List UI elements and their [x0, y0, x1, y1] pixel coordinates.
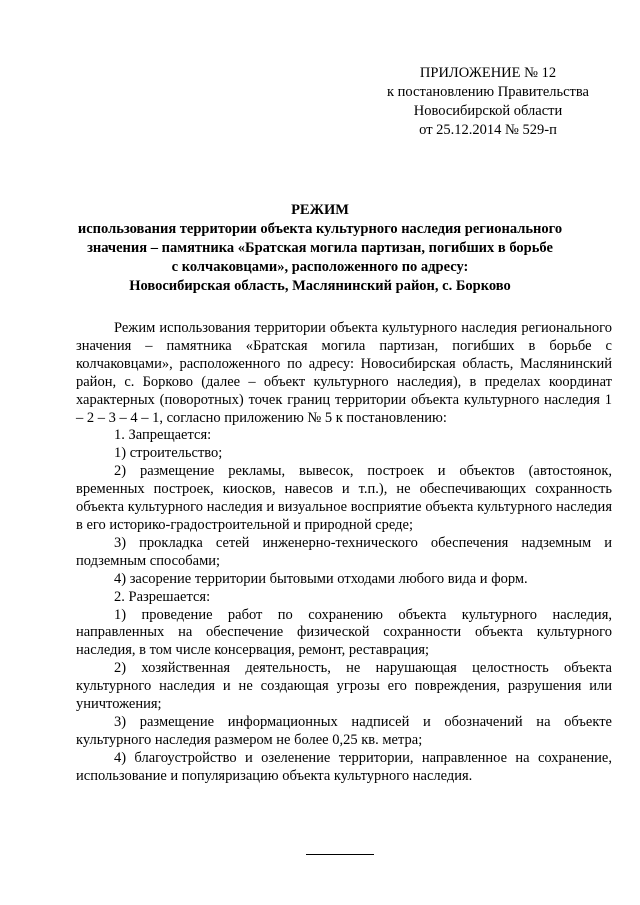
list-item: 1) строительство;	[114, 445, 223, 462]
document-title	[60, 201, 580, 296]
appendix-number: ПРИЛОЖЕНИЕ № 12	[419, 65, 557, 81]
title-line: Новосибирская область, Маслянинский район, с. Борково	[129, 278, 511, 294]
list-item: 2) хозяйственная деятельность, не нарушающая целостность объекта культурного наследия и не создающая угрозы его повреждения, разрушения или уничтожения;	[76, 660, 612, 713]
list-item: 4) засорение территории бытовыми отходами любого вида и форм.	[114, 570, 528, 587]
list-item: 4) благоустройство и озеленение территории, направленное на сохранение, использование и популяризацию объекта культурного наследия.	[76, 749, 612, 784]
list-item: 3) прокладка сетей инженерно-технического обеспечения надземным и подземным способами;	[76, 534, 612, 569]
title-line: использования территории объекта культурного наследия регионального	[77, 221, 563, 237]
appendix-ref-line: к постановлению Правительства	[387, 84, 589, 100]
document-body	[76, 320, 612, 786]
appendix-date: от 25.12.2014 № 529-п	[419, 122, 557, 138]
title-line: значения – памятника «Братская могила партизан, погибших в борьбе	[87, 240, 553, 256]
closing-divider	[306, 854, 374, 855]
intro-paragraph: Режим использования территории объекта культурного наследия регионального значения – памятника «Братская могила партизан, погибших в борьбе с колчаковцами», расположенного по адресу: Новосибирская область, Маслянинский район, с. Борково (далее – объект культурного наследия), в пределах координат характерных (поворотных) точек границ территории объекта культурного наследия 1 – 2 – 3 – 4 – 1, согласно приложению № 5 к постановлению:	[76, 320, 612, 426]
appendix-header	[372, 64, 604, 140]
section-heading: 1. Запрещается:	[114, 427, 212, 444]
list-item: 3) размещение информационных надписей и обозначений на объекте культурного наследия размером не более 0,25 кв. метра;	[76, 713, 612, 748]
title-heading: РЕЖИМ	[291, 202, 349, 218]
title-line: с колчаковцами», расположенного по адресу:	[171, 259, 469, 275]
list-item: 1) проведение работ по сохранению объекта культурного наследия, направленных на обеспечение физической сохранности объекта культурного наследия, в том числе консервация, ремонт, реставрация;	[76, 606, 612, 659]
list-item: 2) размещение рекламы, вывесок, построек и объектов (автостоянок, временных построек, киосков, навесов и т.п.), не обеспечивающих сохранность объекта культурного наследия и визуальное восприятие объекта культурного наследия в его историко-градостроительной и природной среде;	[76, 463, 612, 533]
appendix-ref-line: Новосибирской области	[413, 103, 563, 119]
section-heading: 2. Разрешается:	[114, 588, 211, 605]
